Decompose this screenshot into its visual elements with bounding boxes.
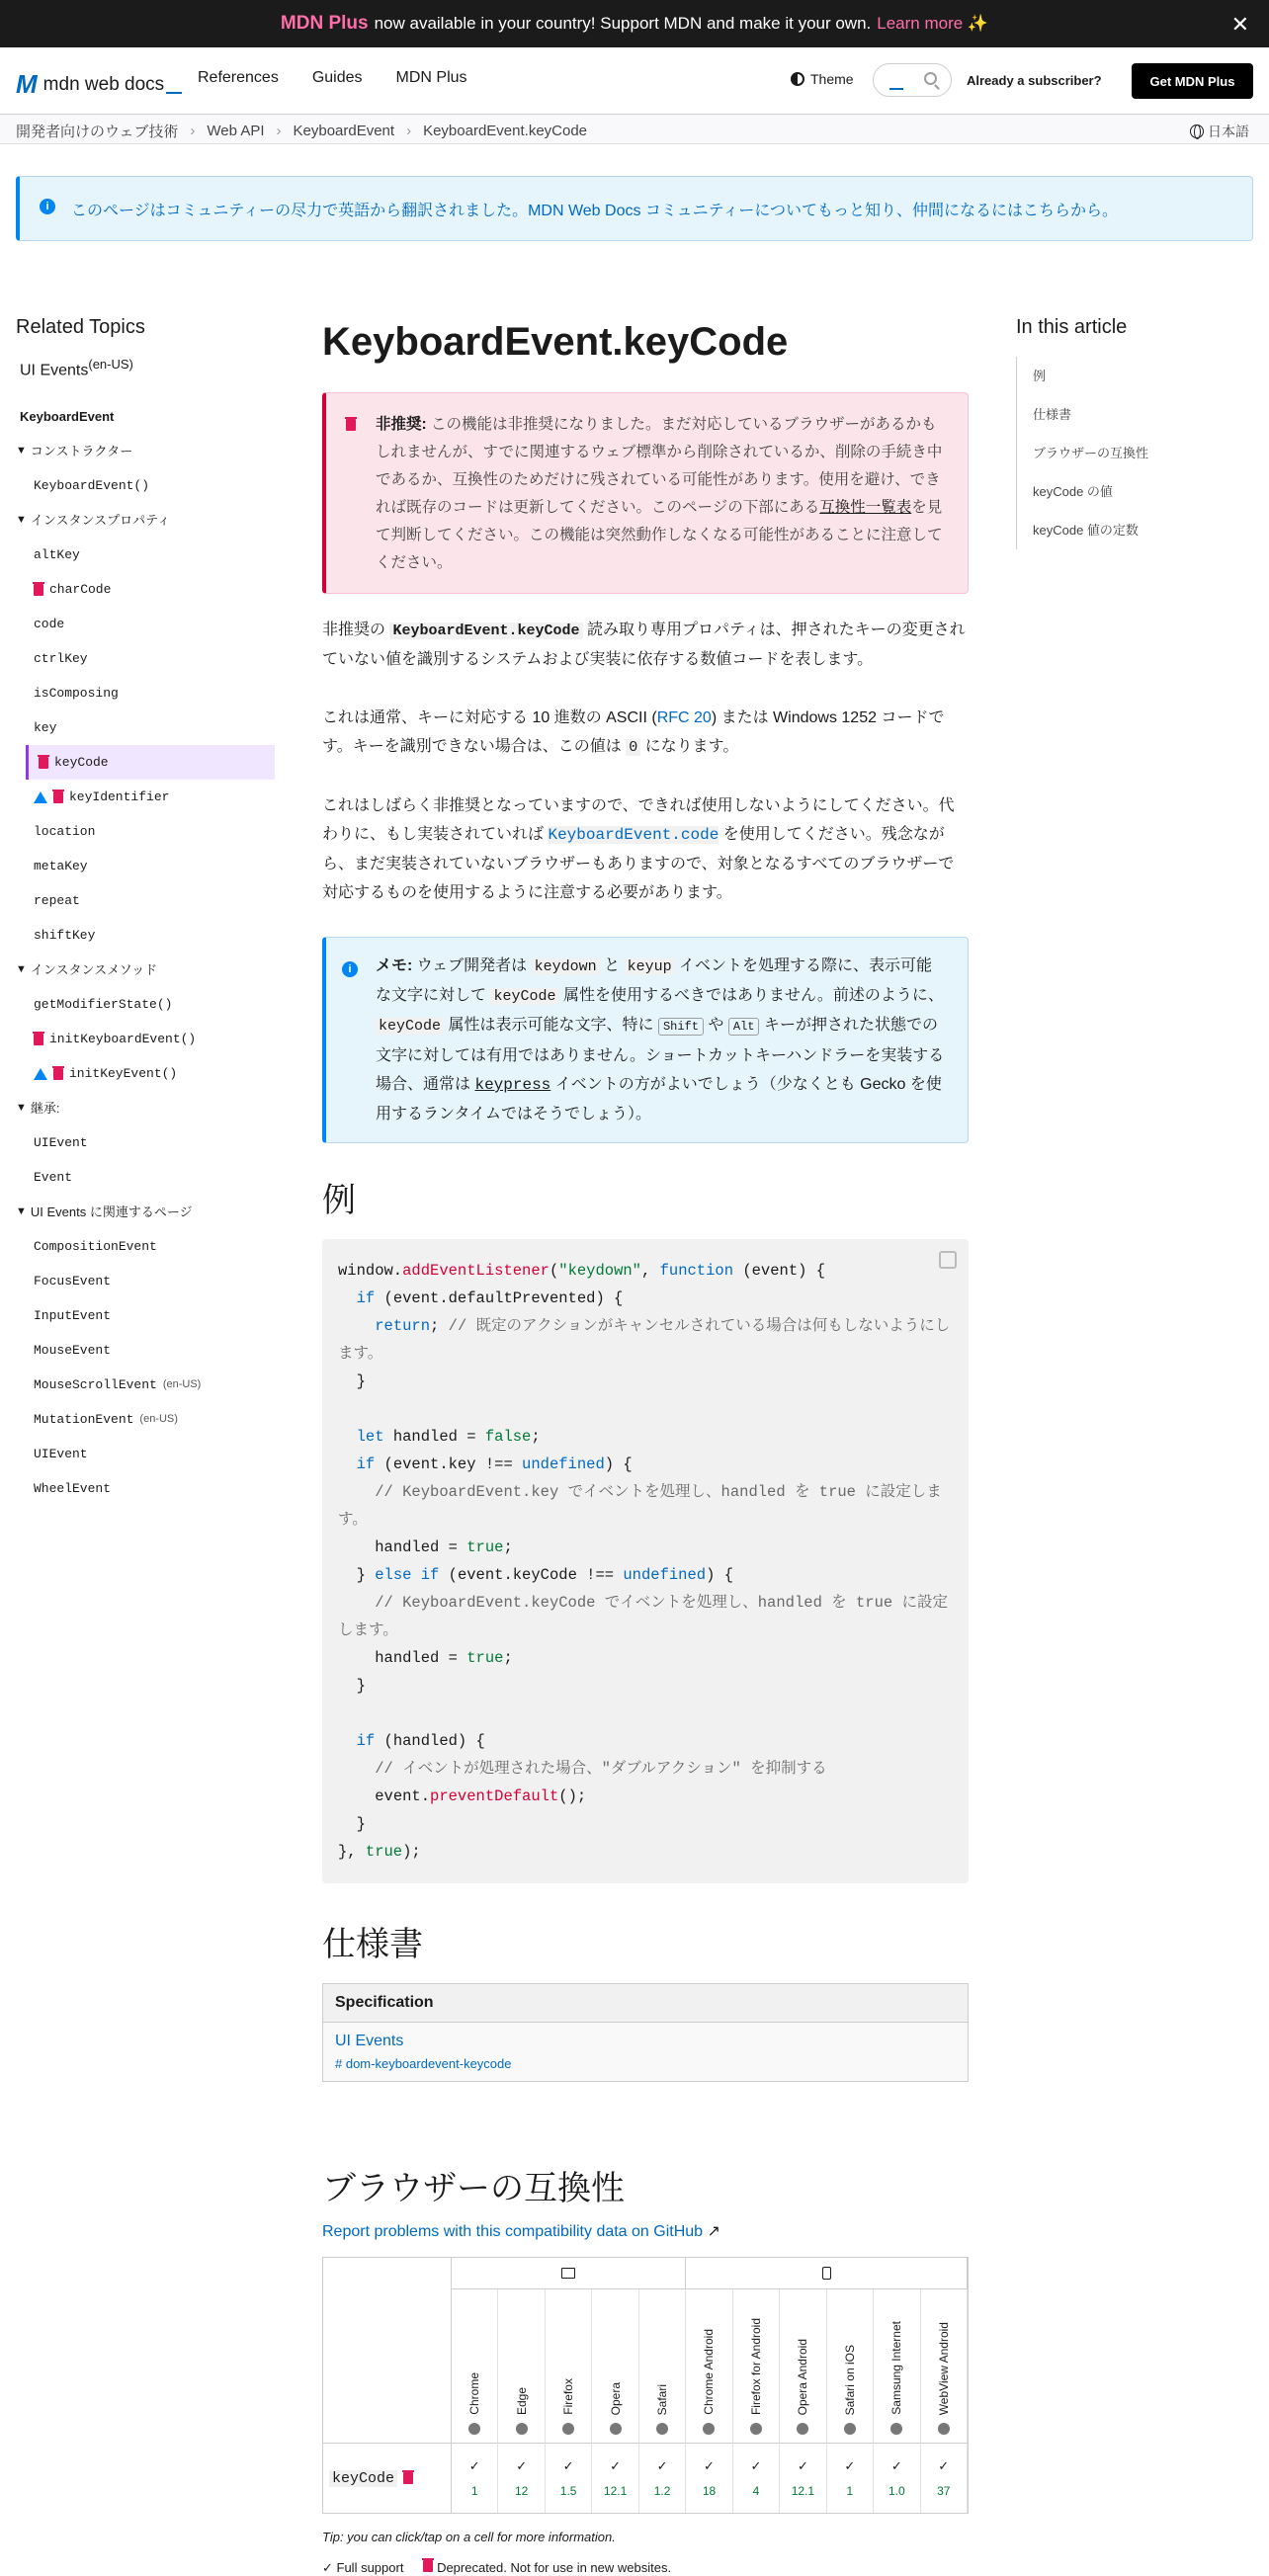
compat-support-cell[interactable]: ✓ 18: [686, 2444, 732, 2513]
info-icon: i: [342, 961, 358, 977]
sidebar-item[interactable]: [16, 1368, 275, 1402]
browser-header: Opera Android: [780, 2289, 826, 2444]
main-nav: [198, 69, 467, 87]
chevron-right-icon: ›: [276, 123, 282, 139]
check-icon: ✓: [610, 2458, 622, 2473]
browser-logo-icon: [468, 2423, 480, 2435]
sidebar-item-label: InputEvent: [34, 1308, 112, 1324]
report-compat-link[interactable]: Report problems with this compatibility data on GitHub: [322, 2223, 704, 2240]
code-example: window.addEventListener("keydown", function (event) { if (event.defaultPrevented) { return; // 既定のアクションがキャンセルされている場合は何もしないようにします。 } let handled = false; if (event.key !== undefined) { // KeyboardEvent.key でイベントを処理し、handled を true に設定します。 handled = true; } else if (event.keyCode !== undefined) { // KeyboardEvent.keyCode でイベントを処理し、handled を true に設定します。 handled = true; } if (handled) { // イベントが処理された場合、"ダブルアクション" を抑制する event.preventDefault(); } }, true);: [322, 1239, 969, 1883]
close-icon[interactable]: ✕: [1230, 12, 1249, 37]
sidebar-item[interactable]: [16, 883, 275, 918]
login-link[interactable]: Already a subscriber?: [967, 73, 1102, 88]
sidebar-item-label: UIEvent: [34, 1135, 88, 1151]
sidebar: [16, 316, 275, 1506]
mdn-logo[interactable]: [16, 69, 182, 100]
spec-heading: 仕様書: [322, 1926, 423, 1963]
sidebar-item-label: code: [34, 617, 65, 632]
triangle-down-icon: ▼: [16, 445, 27, 457]
mobile-group: [686, 2258, 968, 2289]
sidebar-item[interactable]: [16, 1264, 275, 1298]
sidebar-item[interactable]: [16, 814, 275, 849]
language-switcher[interactable]: [1190, 122, 1249, 141]
desktop-group: [452, 2258, 686, 2289]
compat-support-cell[interactable]: ✓ 1: [452, 2444, 498, 2513]
compat-support-cell[interactable]: ✓ 1.0: [874, 2444, 920, 2513]
sidebar-item-label: charCode: [49, 582, 112, 598]
browser-logo-icon: [562, 2423, 574, 2435]
browser-header: Opera: [592, 2289, 638, 2444]
sidebar-item-label: MutationEvent: [34, 1412, 134, 1428]
promo-learn-more-link[interactable]: Learn more ✨: [877, 14, 989, 33]
sidebar-item[interactable]: [16, 1229, 275, 1264]
triangle-down-icon: ▼: [16, 963, 27, 976]
main-content: KeyboardEvent.keyCode 非推奨: この機能は非推奨になりました。まだ対応しているブラウザーがあるかもしれませんが、すでに関連するウェブ標準から削除されているか、削除の手続き中であるか、互換性のためだけに残されている可能性があります。使用を避け、できれば既存のコードは更新してください。このページの下部にある互換性一覧表を見て判断してください。この機能は突然動作しなくなる可能性があることに注意してください。 非推奨の KeyboardEvent.keyCode 読み取り専用プロパティは、押されたキーの変更されていない値を識別するシステムおよび実装に依存する数値コードを表します。 これは通常、キーに対応する 10 進数の ASCII (RFC 20) または Windows 1252 コードです。キーを識別できない場合は、この値は 0 になります。 これはしばらく非推奨となっていますので、できれば使用しないようにしてください。代わりに、もし実装されていれば KeyboardEvent.code を使用してください。残念ながら、まだ実装されていないブラウザーもありますので、対象となるすべてのブラウザーで対応するものを使用するように注意する必要があります。 i メモ: ウェブ開発者は keydown と keyup イベントを処理する際に、表示可能な文字に対して keyCode 属性を使用するべきではありません。前述のように、keyCode 属性は表示可能な文字、特に Shift や Alt キーが押された状態での文字に対しては有用ではありません。ショートカットキーハンドラーを実装する場合、通常は keypress イベントの方がよいでしょう（少なくとも Gecko を使用するランタイムではそうでしょう）。 例 window.addEventListener("keydown", function (event) { if (event.defaultPrevented) { return; // 既定のアクションがキャンセルされている場合は何もしないようにします。 } let handled = false; if (event.key !== undefined) { // KeyboardEvent.key でイベントを処理し、handled を true に設定します。 handled = true; } else if (event.keyCode !== undefined) { // KeyboardEvent.keyCode でイベントを処理し、handled を true に設定します。 handled = true; } if (handled) { // イベントが処理された場合、"ダブルアクション" を抑制する event.preventDefault(); } }, true); 仕様書 Specification UI Events # dom-keyboardevent-keycode ブラウザーの互換性 Report problems with this compatibility data on GitHub ↗ Chrome Edge Firefox Opera Safari Chrome Android Firefox for Android Opera Android Safari on iOS Samsung Internet WebView Android keyCode ✓ 1 ✓ 12 ✓ 1.5 ✓ 12.1 ✓ 1.2 ✓ 18 ✓ 4 ✓ 12.1 ✓ 1 ✓ 1.0 ✓ 37 Tip: you can click/tap on a cell for more information. ✓ Full support Deprecated. Not for use in new websites.: [322, 316, 969, 2576]
sidebar-item-suffix: (en-US): [139, 1413, 178, 1426]
nav-mdn-plus[interactable]: MDN Plus: [395, 69, 467, 86]
sidebar-item-label: UIEvent: [34, 1447, 88, 1462]
translation-notice[interactable]: [16, 176, 1253, 241]
deprecated-icon: [346, 419, 356, 431]
example-heading: 例: [322, 1182, 356, 1219]
sidebar-item-label: MouseEvent: [34, 1343, 112, 1359]
chevron-right-icon: ›: [190, 123, 196, 139]
browser-header: Edge: [498, 2289, 545, 2444]
globe-icon: [1190, 125, 1204, 138]
sidebar-section-heading[interactable]: ▼ コンストラクター: [16, 434, 275, 468]
mdn-logo-icon: M: [16, 69, 38, 99]
notice-text: このページはコミュニティーの尽力で英語から翻訳されました。MDN Web Docs コミュニティーについてもっと知り、仲間になるにはこちらから。: [71, 202, 1118, 219]
check-icon: ✓: [468, 2458, 480, 2473]
sidebar-section-heading[interactable]: ▼ 継承:: [16, 1091, 275, 1125]
site-header: [0, 47, 1269, 115]
sidebar-item[interactable]: [16, 1298, 275, 1333]
browser-header: WebView Android: [921, 2289, 968, 2444]
compat-support-cell[interactable]: ✓ 1.5: [546, 2444, 592, 2513]
sidebar-item[interactable]: [16, 1333, 275, 1368]
toc-item[interactable]: keyCode の値: [1033, 484, 1113, 499]
compat-support-cell[interactable]: ✓ 1: [827, 2444, 874, 2513]
browser-header: Chrome: [452, 2289, 498, 2444]
browser-header: Firefox for Android: [733, 2289, 780, 2444]
breadcrumb-item[interactable]: KeyboardEvent.keyCode: [423, 123, 588, 139]
sidebar-item-label: KeyboardEvent(): [34, 478, 150, 494]
sidebar-item[interactable]: [16, 1437, 275, 1471]
deprecation-banner: 非推奨: この機能は非推奨になりました。まだ対応しているブラウザーがあるかもしれませんが、すでに関連するウェブ標準から削除されているか、削除の手続き中であるか、互換性のためだけに残されている可能性があります。使用を避け、できれば既存のコードは更新してください。このページの下部にある互換性一覧表を見て判断してください。この機能は突然動作しなくなる可能性があることに注意してください。: [322, 392, 969, 594]
deprecated-icon: [39, 757, 48, 769]
sidebar-item[interactable]: [16, 607, 275, 641]
browser-logo-icon: [890, 2423, 902, 2435]
deprecated-icon: [423, 2560, 433, 2572]
sidebar-item[interactable]: [16, 710, 275, 745]
spec-table: [322, 1983, 969, 2082]
browser-header: Chrome Android: [686, 2289, 732, 2444]
sidebar-item-label: getModifierState(): [34, 997, 173, 1013]
rfc20-link[interactable]: RFC 20: [656, 709, 712, 726]
ascii-paragraph: これは通常、キーに対応する 10 進数の ASCII (RFC 20) または Windows 1252 コードです。キーを識別できない場合は、この値は 0 になります。: [322, 709, 945, 756]
check-icon: ✓: [656, 2458, 668, 2473]
nav-guides[interactable]: Guides: [311, 69, 363, 86]
deprecated-icon: [403, 2472, 413, 2484]
sidebar-section-heading[interactable]: ▼ UI Events に関連するページ: [16, 1195, 275, 1229]
compat-table-link[interactable]: 互換性一覧表: [819, 499, 912, 516]
sidebar-item[interactable]: [16, 641, 275, 676]
sidebar-item-label: altKey: [34, 547, 80, 563]
deprecated-icon: [34, 1034, 43, 1045]
check-icon: ✓: [750, 2458, 762, 2473]
breadcrumb-item[interactable]: 開発者向けのウェブ技術: [16, 124, 179, 140]
keypress-link[interactable]: keypress: [474, 1076, 551, 1094]
sidebar-item-label: CompositionEvent: [34, 1239, 157, 1255]
sidebar-item[interactable]: [16, 468, 275, 503]
experimental-icon: [34, 791, 47, 803]
spec-anchor-link[interactable]: # dom-keyboardevent-keycode: [335, 2056, 512, 2071]
sidebar-item-label: repeat: [34, 893, 80, 909]
sidebar-item-label: key: [34, 720, 57, 736]
compat-support-cell[interactable]: ✓ 12: [498, 2444, 545, 2513]
browser-logo-icon: [797, 2423, 808, 2435]
page-title: KeyboardEvent.keyCode: [322, 320, 789, 364]
sidebar-item[interactable]: [26, 745, 275, 780]
deprecated-icon: [53, 1068, 63, 1080]
deprecated-label: 非推奨:: [376, 416, 427, 433]
sidebar-item-label: keyIdentifier: [69, 789, 170, 805]
spec-link[interactable]: UI Events: [335, 2033, 404, 2049]
info-icon: i: [40, 199, 55, 214]
sidebar-item[interactable]: [16, 780, 275, 814]
sidebar-item[interactable]: [16, 1160, 275, 1195]
check-icon: ✓: [890, 2458, 902, 2473]
note-box: i メモ: ウェブ開発者は keydown と keyup イベントを処理する際に、表示可能な文字に対して keyCode 属性を使用するべきではありません。前述のように、keyCode 属性は表示可能な文字、特に Shift や Alt キーが押された状態での文字に対しては有用ではありません。ショートカットキーハンドラーを実装する場合、通常は keypress イベントの方がよいでしょう（少なくとも Gecko を使用するランタイムではそうでしょう）。: [322, 937, 969, 1143]
language-label: 日本語: [1208, 124, 1249, 139]
breadcrumb: [0, 115, 1269, 144]
experimental-icon: [34, 1068, 47, 1080]
spec-header: Specification: [323, 1984, 968, 2023]
browser-logo-icon: [938, 2423, 950, 2435]
triangle-down-icon: ▼: [16, 514, 27, 527]
browser-logo-icon: [844, 2423, 856, 2435]
toc-item[interactable]: 仕様書: [1033, 407, 1072, 422]
breadcrumb-item[interactable]: KeyboardEvent: [293, 123, 395, 139]
sidebar-item[interactable]: [16, 1125, 275, 1160]
deprecated-icon: [53, 791, 63, 803]
compat-support-cell[interactable]: ✓ 4: [733, 2444, 780, 2513]
sidebar-item-label: keyCode: [54, 755, 109, 771]
sidebar-item[interactable]: [16, 1022, 275, 1056]
mobile-icon: [822, 2267, 831, 2280]
browser-header: Samsung Internet: [874, 2289, 920, 2444]
sidebar-item-label: metaKey: [34, 859, 88, 874]
sidebar-item-label: initKeyboardEvent(): [49, 1032, 197, 1047]
compat-support-cell[interactable]: ✓ 37: [921, 2444, 968, 2513]
sidebar-title: Related Topics: [16, 316, 145, 338]
browser-logo-icon: [656, 2423, 668, 2435]
theme-label: Theme: [810, 71, 854, 87]
theme-button[interactable]: [791, 71, 854, 87]
theme-icon: [791, 72, 804, 86]
sidebar-item[interactable]: [16, 849, 275, 883]
keyboardevent-code-link[interactable]: KeyboardEvent.code: [548, 826, 719, 844]
sidebar-section-heading[interactable]: ▼ インスタンスメソッド: [16, 953, 275, 987]
check-icon: ✓: [704, 2458, 715, 2473]
compat-support-cell[interactable]: ✓ 1.2: [639, 2444, 686, 2513]
browser-logo-icon: [516, 2423, 528, 2435]
compat-tip: Tip: you can click/tap on a cell for more information.: [322, 2530, 616, 2544]
browser-logo-icon: [750, 2423, 762, 2435]
get-mdn-plus-button[interactable]: Get MDN Plus: [1132, 63, 1253, 99]
sidebar-ui-events[interactable]: UI Events$^{(en-US)}$: [20, 357, 133, 379]
sidebar-item[interactable]: [16, 987, 275, 1022]
logo-cursor-icon: [166, 76, 182, 94]
sidebar-section-heading[interactable]: ▼ インスタンスプロパティ: [16, 503, 275, 538]
desktop-icon: [561, 2268, 575, 2279]
sidebar-item-label: initKeyEvent(): [69, 1066, 178, 1082]
table-of-contents: [1016, 316, 1253, 549]
sidebar-item-suffix: (en-US): [162, 1378, 202, 1391]
triangle-down-icon: ▼: [16, 1205, 27, 1218]
sidebar-item[interactable]: [16, 1471, 275, 1506]
sidebar-root-keyboardevent[interactable]: KeyboardEvent: [20, 409, 115, 425]
nav-references[interactable]: References: [198, 69, 279, 86]
copy-icon[interactable]: [939, 1251, 957, 1269]
compat-support-cell[interactable]: ✓ 12.1: [780, 2444, 826, 2513]
compat-legend: ✓ Full support Deprecated. Not for use in new websites.: [322, 2560, 672, 2575]
check-icon: ✓: [797, 2458, 808, 2473]
compat-feature-cell: keyCode: [323, 2444, 452, 2513]
browser-header: Firefox: [546, 2289, 592, 2444]
chevron-right-icon: ›: [406, 123, 412, 139]
sidebar-item-label: shiftKey: [34, 928, 96, 944]
toc-title: In this article: [1016, 316, 1128, 338]
sidebar-item-label: location: [34, 824, 96, 840]
search-icon: [924, 72, 937, 85]
toc-item[interactable]: keyCode 値の定数: [1033, 523, 1139, 538]
sidebar-item[interactable]: [16, 918, 275, 953]
browser-logo-icon: [703, 2423, 715, 2435]
sidebar-item[interactable]: [16, 1402, 275, 1437]
sidebar-item[interactable]: [16, 572, 275, 607]
promo-banner: [0, 0, 1269, 47]
toc-item[interactable]: ブラウザーの互換性: [1033, 446, 1149, 460]
deprecated-paragraph: これはしばらく非推奨となっていますので、できれば使用しないようにしてください。代わりに、もし実装されていれば KeyboardEvent.code を使用してください。残念ながら、まだ実装されていないブラウザーもありますので、対象となるすべてのブラウザーで対応するものを使用するように注意する必要があります。: [322, 797, 955, 901]
triangle-down-icon: ▼: [16, 1102, 27, 1115]
promo-brand: MDN Plus: [280, 13, 369, 34]
browser-header: Safari: [639, 2289, 686, 2444]
search-caret: [889, 88, 903, 90]
check-icon: ✓: [562, 2458, 574, 2473]
compat-table: [322, 2257, 969, 2514]
compat-heading: ブラウザーの互換性: [322, 2170, 625, 2207]
deprecated-icon: [34, 584, 43, 596]
description-paragraph: 非推奨の KeyboardEvent.keyCode 読み取り専用プロパティは、押されたキーの変更されていない値を識別するシステムおよび実装に依存する数値コードを表します。: [322, 622, 966, 668]
sidebar-item-label: MouseScrollEvent: [34, 1377, 157, 1393]
logo-text: mdn web docs: [42, 73, 165, 95]
promo-text: now available in your country! Support MDN and make it your own.: [374, 14, 872, 33]
toc-item[interactable]: 例: [1033, 369, 1047, 383]
check-icon: ✓: [516, 2458, 528, 2473]
check-icon: ✓: [938, 2458, 950, 2473]
search-input[interactable]: [873, 63, 952, 97]
sidebar-item[interactable]: [16, 1056, 275, 1091]
breadcrumb-item[interactable]: Web API: [207, 123, 265, 139]
sidebar-item[interactable]: [16, 538, 275, 572]
sidebar-item-label: isComposing: [34, 686, 119, 702]
browser-logo-icon: [610, 2423, 622, 2435]
browser-header: Safari on iOS: [827, 2289, 874, 2444]
sidebar-item-label: WheelEvent: [34, 1481, 112, 1497]
sidebar-item-label: Event: [34, 1170, 73, 1186]
sidebar-item-label: ctrlKey: [34, 651, 88, 667]
sidebar-item[interactable]: [16, 676, 275, 710]
sidebar-item-label: FocusEvent: [34, 1274, 112, 1289]
compat-support-cell[interactable]: ✓ 12.1: [592, 2444, 638, 2513]
check-icon: ✓: [844, 2458, 856, 2473]
